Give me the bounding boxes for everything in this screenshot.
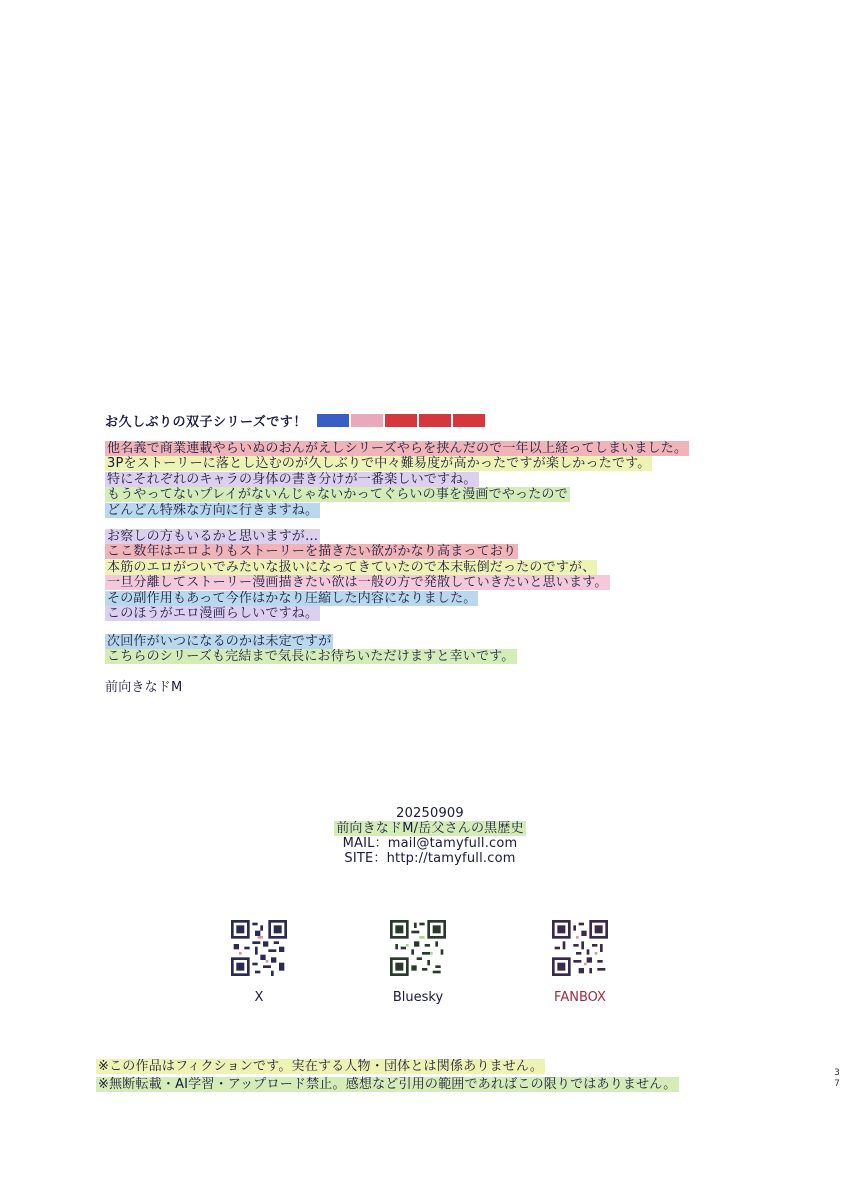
- page-number: [832, 1068, 842, 1090]
- text-line: お察しの方もいるかと思いますが…: [107, 529, 319, 544]
- link-label-x: X: [254, 990, 264, 1005]
- link-x[interactable]: [219, 920, 299, 1005]
- afterword-paragraph-1: [105, 441, 689, 518]
- color-bar-3: [385, 414, 417, 427]
- credits-block: [300, 806, 560, 866]
- page-number-bottom: 7: [834, 1079, 840, 1089]
- link-label-fanbox: FANBOX: [554, 990, 606, 1005]
- disclaimer-notes: [96, 1058, 679, 1094]
- text-line: その副作用もあって今作はかなり圧縮した内容になりました。: [107, 590, 477, 606]
- afterword-title: お久しぶりの双子シリーズです！: [105, 414, 307, 430]
- disclaimer-line: ※無断転載・AI学習・アップロード禁止。感想など引用の範囲であればこの限りではありません。: [98, 1077, 677, 1092]
- text-line: どんどん特殊な方向に行きますね。: [107, 502, 319, 518]
- afterword-title-row: [105, 410, 487, 430]
- text-line: 3Pをストーリーに落とし込むのが久しぶりで中々難易度が高かったですが楽しかったです。: [107, 456, 651, 472]
- text-line: こちらのシリーズも完結まで気長にお待ちいただけますと幸いです。: [107, 649, 515, 665]
- credits-circle: 前向きなドM/岳父さんの黒歴史: [336, 821, 524, 836]
- link-bluesky[interactable]: [378, 920, 458, 1005]
- title-color-bars: [317, 414, 487, 427]
- text-line: このほうがエロ漫画らしいですね。: [107, 605, 319, 621]
- text-line: 次回作がいつになるのかは未定ですが: [107, 634, 332, 649]
- disclaimer-line: ※この作品はフィクションです。実在する人物・団体とは関係ありません。: [98, 1059, 544, 1074]
- page-number-top: 3: [834, 1068, 840, 1078]
- color-bar-5: [453, 414, 485, 427]
- afterword-paragraph-2: [105, 529, 610, 621]
- credits-date: 20250909: [396, 806, 464, 821]
- credits-mail: MAIL：mail@tamyfull.com: [342, 836, 518, 851]
- credits-site: SITE：http://tamyfull.com: [344, 851, 516, 866]
- qr-code-icon[interactable]: [390, 920, 446, 976]
- link-fanbox[interactable]: [540, 920, 620, 1005]
- signature-text: 前向きなドM: [105, 680, 183, 695]
- text-line: 一旦分離してストーリー漫画描きたい欲は一般の方で発散していきたいと思います。: [107, 575, 608, 591]
- text-line: 本筋のエロがついでみたいな扱いになってきていたので本末転倒だったのですが、: [107, 559, 596, 575]
- color-bar-1: [317, 414, 349, 427]
- afterword-signature: [105, 680, 182, 695]
- color-bar-4: [419, 414, 451, 427]
- qr-code-icon[interactable]: [552, 920, 608, 976]
- afterword-paragraph-3: [105, 634, 517, 665]
- qr-code-icon[interactable]: [231, 920, 287, 976]
- text-line: 特にそれぞれのキャラの身体の書き分けが一番楽しいですね。: [107, 471, 477, 487]
- color-bar-2: [351, 414, 383, 427]
- text-line: もうやってないプレイがないんじゃないかってぐらいの事を漫画でやったので: [107, 487, 568, 503]
- link-label-bluesky: Bluesky: [392, 990, 444, 1005]
- text-line: 他名義で商業連載やらいぬのおんがえしシリーズやらを挟んだので一年以上経ってしまいました。: [107, 441, 688, 456]
- text-line: ここ数年はエロよりもストーリーを描きたい欲がかなり高まっており: [107, 544, 517, 560]
